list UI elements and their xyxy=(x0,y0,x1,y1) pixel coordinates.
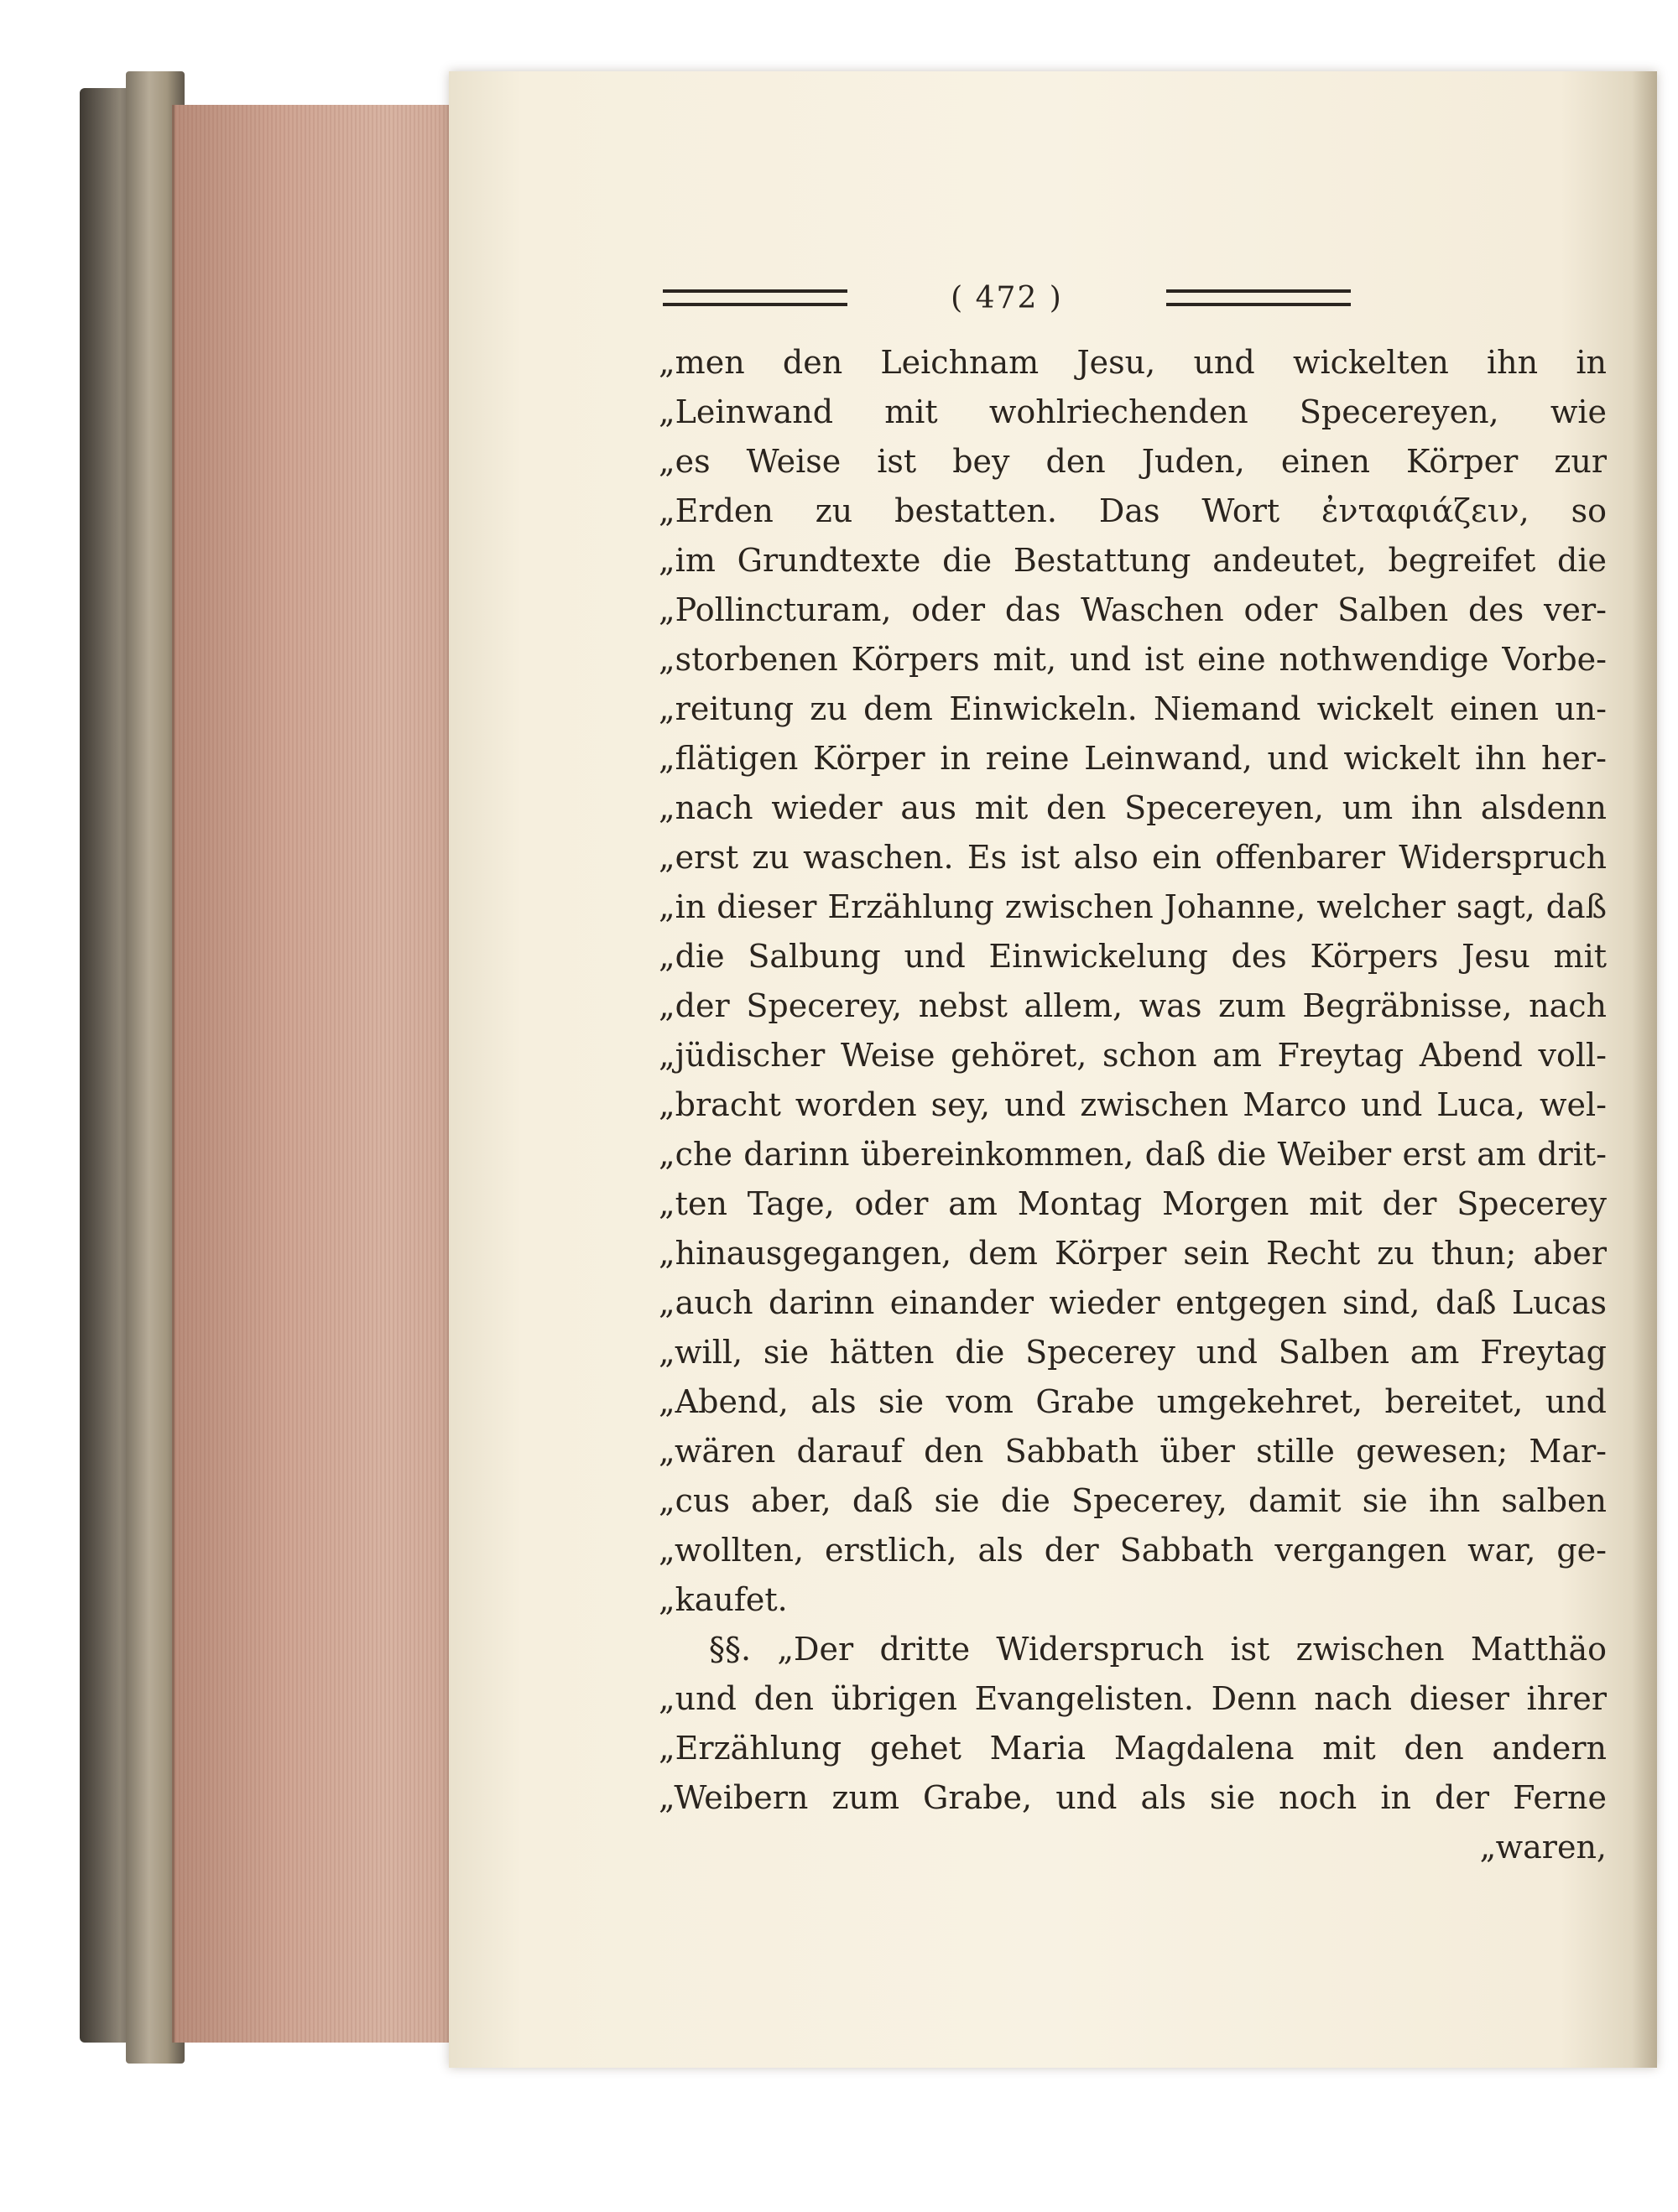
text-line: „men den Leichnam Jesu, und wickelten ihn in xyxy=(659,344,1607,381)
text-line: „Leinwand mit wohlriechenden Specereyen, wie xyxy=(659,393,1607,430)
page-header xyxy=(663,273,1351,323)
text-line: „es Weise ist bey den Juden, einen Körper zur xyxy=(659,443,1607,480)
body-text xyxy=(659,338,1607,1872)
book xyxy=(80,71,1670,2068)
text-line: „in dieser Erzählung zwischen Johanne, welcher sagt, daß xyxy=(659,888,1607,925)
text-line: „Weibern zum Grabe, und als sie noch in der Ferne xyxy=(659,1779,1607,1816)
text-line: „kaufet. xyxy=(659,1581,788,1618)
paragraph-start-line: §§. „Der dritte Widerspruch ist zwischen Matthäo xyxy=(709,1631,1607,1668)
text-line: „ten Tage, oder am Montag Morgen mit der Specerey xyxy=(659,1185,1607,1222)
text-line: „Erzählung gehet Maria Magdalena mit den andern xyxy=(659,1730,1607,1767)
text-line: „flätigen Körper in reine Leinwand, und wickelt ihn her- xyxy=(659,740,1607,777)
book-page xyxy=(449,71,1657,2068)
text-line: „jüdischer Weise gehöret, schon am Freytag Abend voll- xyxy=(659,1037,1607,1074)
text-line: „hinausgegangen, dem Körper sein Recht zu thun; aber xyxy=(659,1235,1607,1272)
text-line: „wollten, erstlich, als der Sabbath vergangen war, ge- xyxy=(659,1532,1607,1569)
text-line: „will, sie hätten die Specerey und Salben am Freytag xyxy=(659,1334,1607,1371)
text-line: „Pollincturam, oder das Waschen oder Salben des ver- xyxy=(659,591,1607,628)
text-line: „che darinn übereinkommen, daß die Weiber erst am drit- xyxy=(659,1136,1607,1173)
text-line: „wären darauf den Sabbath über stille gewesen; Mar- xyxy=(659,1433,1607,1470)
text-line: „und den übrigen Evangelisten. Denn nach dieser ihrer xyxy=(659,1680,1607,1717)
text-line: „Erden zu bestatten. Das Wort ἐνταφιάζειν, so xyxy=(659,492,1607,529)
text-line: „die Salbung und Einwickelung des Körpers Jesu mit xyxy=(659,938,1607,975)
page-gutter-shadow xyxy=(1632,71,1657,2068)
text-line: „Abend, als sie vom Grabe umgekehret, bereitet, und xyxy=(659,1383,1607,1420)
page-number: ( 472 ) xyxy=(951,280,1063,315)
text-line: „cus aber, daß sie die Specerey, damit sie ihn salben xyxy=(659,1482,1607,1519)
text-line: „nach wieder aus mit den Specereyen, um ihn alsdenn xyxy=(659,789,1607,826)
text-line: „erst zu waschen. Es ist also ein offenbarer Widerspruch xyxy=(659,839,1607,876)
text-line: „storbenen Körpers mit, und ist eine nothwendige Vorbe- xyxy=(659,641,1607,678)
header-rule-left xyxy=(663,289,847,306)
catchword: „waren, xyxy=(1479,1829,1607,1866)
header-rule-right xyxy=(1166,289,1351,306)
text-line: „der Specerey, nebst allem, was zum Begräbnisse, nach xyxy=(659,987,1607,1024)
text-line: „auch darinn einander wieder entgegen sind, daß Lucas xyxy=(659,1284,1607,1321)
text-line: „im Grundtexte die Bestattung andeutet, begreifet die xyxy=(659,542,1607,579)
text-line: „bracht worden sey, und zwischen Marco und Luca, wel- xyxy=(659,1086,1607,1123)
text-line: „reitung zu dem Einwickeln. Niemand wickelt einen un- xyxy=(659,690,1607,727)
